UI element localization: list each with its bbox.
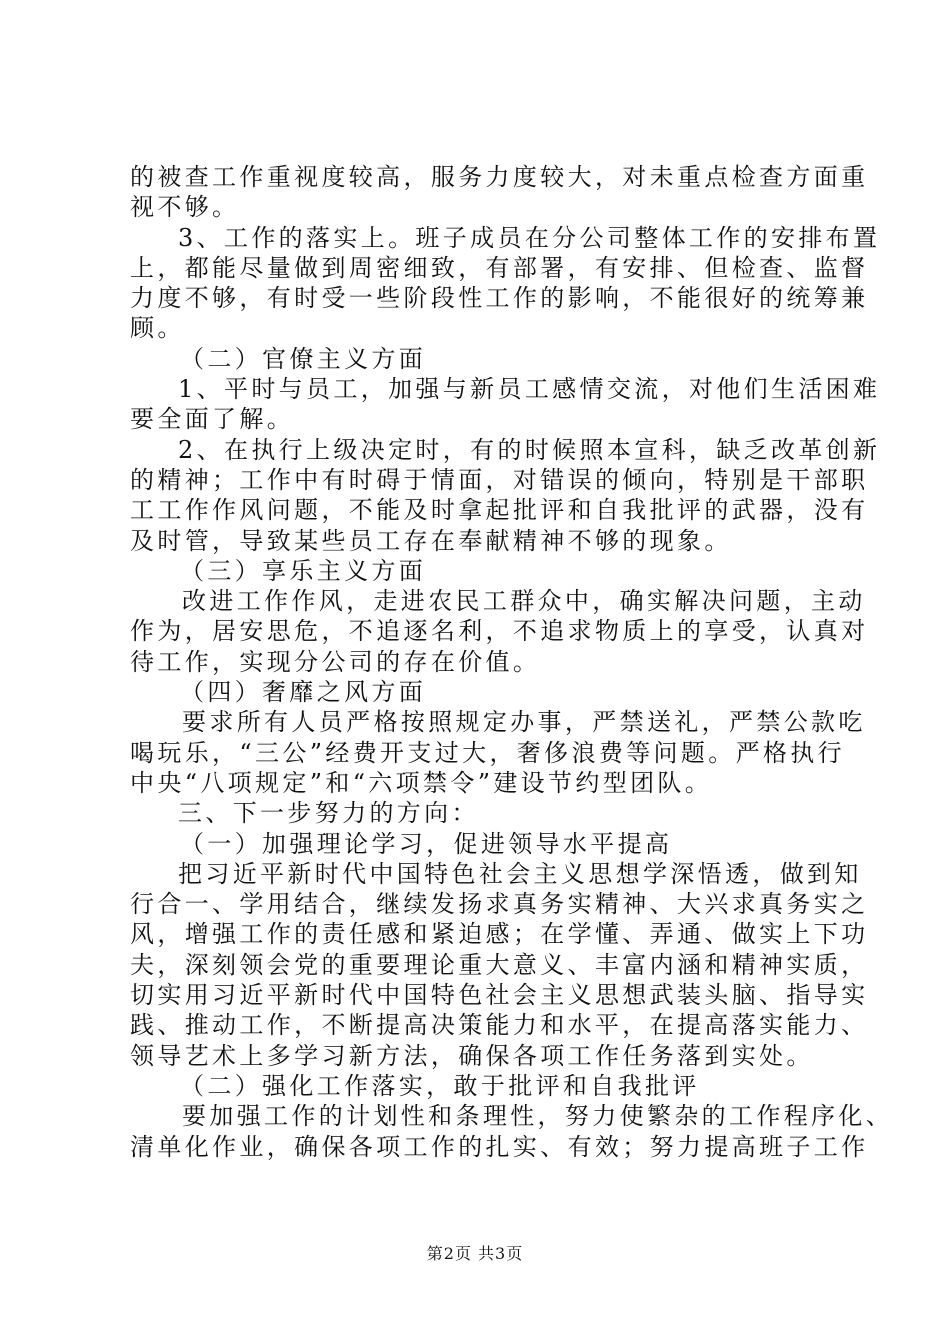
text-line: 及时管，导致某些员工存在奉献精神不够的现象。: [130, 526, 732, 555]
text-line: 要加强工作的计划性和条理性，努力使繁杂的工作程序化、: [182, 1102, 894, 1131]
text-line: 要全面了解。: [130, 405, 295, 434]
text-line: 上，都能尽量做到周密细致，有部署，有安排、但检查、监督: [130, 253, 869, 282]
text-line: 作为，居安思危，不追逐名利，不追求物质上的享受，认真对: [130, 617, 869, 646]
text-line: 改进工作作风，走进农民工群众中，确实解决问题，主动: [182, 587, 866, 616]
page-number-footer: 第2页 共3页: [426, 1244, 524, 1263]
section-heading: （二）官僚主义方面: [180, 344, 427, 373]
text-line: 喝玩乐，“三公”经费开支过大，奢侈浪费等问题。严格执行: [130, 738, 845, 767]
section-heading: 三、下一步努力的方向：: [178, 799, 479, 828]
text-line: 待工作，实现分公司的存在价值。: [130, 647, 541, 676]
text-line: 践、推动工作，不断提高决策能力和水平，在提高落实能力、: [130, 1011, 869, 1040]
text-line: 中央“八项规定”和“六项禁令”建设节约型团队。: [130, 768, 713, 797]
text-line: 夫，深刻领会党的重要理论重大意义、丰富内涵和精神实质，: [130, 950, 869, 979]
text-line: 顾。: [130, 314, 185, 343]
text-line: 风，增强工作的责任感和紧迫感；在学懂、弄通、做实上下功: [130, 920, 869, 949]
text-line: 行合一、学用结合，继续发扬求真务实精神、大兴求真务实之: [130, 890, 869, 919]
text-line: 领导艺术上多学习新方法，确保各项工作任务落到实处。: [130, 1041, 814, 1070]
section-heading: （四）奢靡之风方面: [180, 678, 427, 707]
document-body: [130, 162, 894, 1162]
section-heading: （三）享乐主义方面: [180, 556, 427, 585]
text-line: 把习近平新时代中国特色社会主义思想学深悟透，做到知: [178, 859, 862, 888]
text-line: 工工作作风问题，不能及时拿起批评和自我批评的武器，没有: [130, 496, 869, 525]
text-line: 要求所有人员严格按照规定办事，严禁送礼，严禁公款吃: [182, 708, 866, 737]
text-line: 的精神；工作中有时碍于情面，对错误的倾向，特别是干部职: [130, 465, 869, 494]
text-line: 视不够。: [130, 193, 240, 222]
text-line: 清单化作业，确保各项工作的扎实、有效；努力提高班子工作: [130, 1132, 869, 1161]
section-heading: （二）强化工作落实，敢于批评和自我批评: [180, 1071, 700, 1100]
text-line: 2、在执行上级决定时，有的时候照本宣科，缺乏改革创新: [178, 435, 881, 464]
text-line: 3、工作的落实上。班子成员在分公司整体工作的安排布置: [178, 223, 881, 252]
text-line: 力度不够，有时受一些阶段性工作的影响，不能很好的统筹兼: [130, 284, 869, 313]
text-line: 切实用习近平新时代中国特色社会主义思想武装头脑、指导实: [130, 981, 869, 1010]
section-heading: （一）加强理论学习，促进领导水平提高: [180, 829, 673, 858]
text-line: 的被查工作重视度较高，服务力度较大，对未重点检查方面重: [130, 163, 869, 191]
text-line: 1、平时与员工，加强与新员工感情交流，对他们生活困难: [178, 375, 881, 404]
